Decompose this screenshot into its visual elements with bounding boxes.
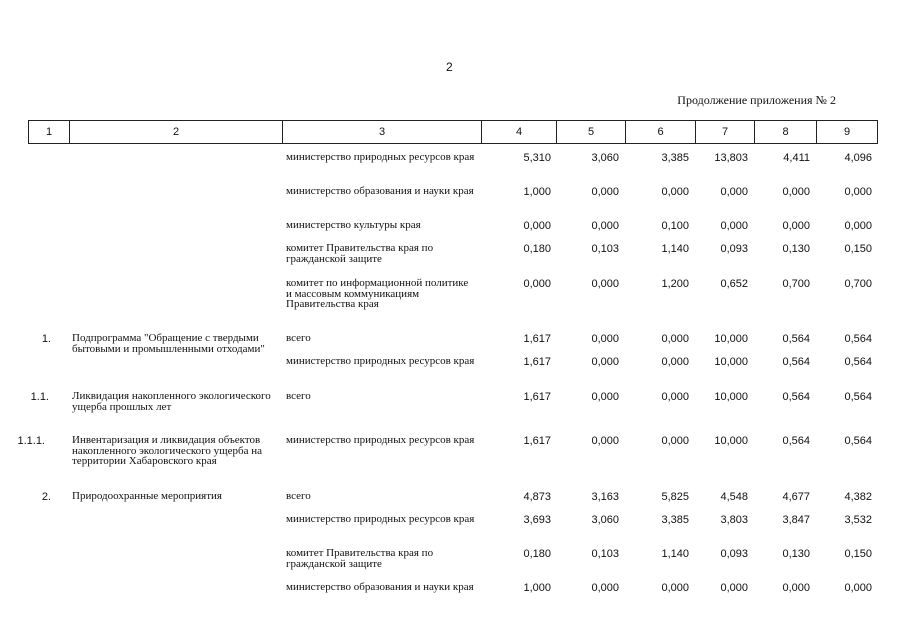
- row-value-col-7: 0,093: [720, 548, 748, 560]
- row-value-col-5: 0,000: [591, 582, 619, 594]
- row-value-col-7: 3,803: [720, 514, 748, 526]
- row-executor: комитет Правительства края по гражданской защите: [286, 547, 434, 570]
- row-value-col-5: 3,060: [591, 514, 619, 526]
- row-value-col-4: 3,693: [523, 514, 551, 526]
- row-value-col-4: 0,000: [523, 278, 551, 290]
- row-value-col-6: 1,140: [661, 243, 689, 255]
- row-value-col-9: 0,564: [844, 356, 872, 368]
- row-value-col-4: 1,617: [523, 356, 551, 368]
- row-value-col-8: 4,411: [783, 152, 810, 164]
- row-value-col-5: 0,000: [591, 391, 619, 403]
- row-value-col-6: 0,100: [661, 220, 689, 232]
- row-value-col-5: 3,163: [591, 491, 619, 503]
- row-value-col-6: 0,000: [661, 582, 689, 594]
- row-value-col-8: 0,000: [782, 582, 810, 594]
- row-value-col-6: 0,000: [661, 391, 689, 403]
- row-name: Подпрограмма "Обращение с твердыми бытовыми и промышленными отходами": [72, 332, 265, 355]
- row-value-col-7: 0,093: [720, 243, 748, 255]
- row-value-col-8: 0,700: [782, 278, 810, 290]
- row-name: Инвентаризация и ликвидация объектов накопленного экологического ущерба на территории Хабаровского края: [72, 434, 263, 467]
- row-name: Природоохранные мероприятия: [72, 490, 222, 502]
- row-value-col-8: 0,564: [782, 391, 810, 403]
- row-value-col-4: 0,180: [523, 548, 551, 560]
- row-value-col-9: 0,000: [844, 220, 872, 232]
- header-col-6: 6: [657, 126, 664, 138]
- row-value-col-9: 0,000: [844, 186, 872, 198]
- row-value-col-7: 0,652: [720, 278, 748, 290]
- row-value-col-4: 1,617: [523, 435, 551, 447]
- row-number: 1.: [41, 333, 51, 345]
- row-value-col-9: 0,564: [844, 333, 872, 345]
- row-value-col-4: 1,617: [523, 391, 551, 403]
- header-col-1: 1: [45, 126, 53, 138]
- header-col-7: 7: [721, 126, 729, 138]
- row-value-col-8: 0,130: [782, 243, 810, 255]
- row-value-col-9: 0,564: [844, 391, 872, 403]
- header-col-2: 2: [172, 126, 180, 138]
- row-value-col-8: 0,130: [782, 548, 810, 560]
- row-value-col-5: 0,000: [591, 220, 619, 232]
- row-value-col-4: 0,180: [523, 243, 551, 255]
- row-value-col-9: 3,532: [844, 514, 872, 526]
- row-value-col-5: 3,060: [591, 152, 619, 164]
- row-value-col-4: 0,000: [523, 220, 551, 232]
- row-executor: министерство природных ресурсов края: [286, 434, 475, 446]
- row-value-col-5: 0,000: [591, 435, 619, 447]
- continuation-title: Продолжение приложения № 2: [677, 93, 836, 107]
- row-value-col-4: 1,000: [523, 582, 551, 594]
- row-executor: всего: [286, 390, 311, 402]
- row-executor: министерство культуры края: [286, 219, 421, 231]
- row-value-col-9: 0,150: [844, 243, 872, 255]
- row-value-col-9: 0,564: [844, 435, 872, 447]
- row-value-col-8: 0,564: [782, 435, 810, 447]
- row-value-col-6: 1,140: [661, 548, 689, 560]
- row-executor: министерство природных ресурсов края: [286, 355, 475, 367]
- row-number: 2.: [41, 491, 51, 503]
- row-value-col-7: 10,000: [714, 435, 748, 447]
- row-value-col-4: 1,617: [523, 333, 551, 345]
- row-value-col-6: 0,000: [661, 186, 689, 198]
- header-col-9: 9: [843, 126, 851, 138]
- row-value-col-8: 3,847: [782, 514, 810, 526]
- row-value-col-9: 4,096: [844, 152, 872, 164]
- row-value-col-8: 0,000: [782, 186, 810, 198]
- row-executor: всего: [286, 490, 311, 502]
- row-executor: министерство природных ресурсов края: [286, 151, 475, 163]
- row-executor: всего: [286, 332, 311, 344]
- row-executor: министерство образования и науки края: [286, 185, 474, 197]
- row-executor: комитет Правительства края по гражданской защите: [286, 242, 434, 265]
- row-value-col-5: 0,000: [591, 186, 619, 198]
- row-value-col-7: 0,000: [720, 186, 748, 198]
- row-executor: комитет по информационной политике и массовым коммуникациям Правительства края: [286, 277, 469, 310]
- row-value-col-8: 0,000: [782, 220, 810, 232]
- row-value-col-9: 4,382: [844, 491, 872, 503]
- row-value-col-8: 0,564: [782, 333, 810, 345]
- row-value-col-4: 4,873: [523, 491, 551, 503]
- row-name: Ликвидация накопленного экологического ущерба прошлых лет: [72, 390, 271, 413]
- row-value-col-7: 13,803: [714, 152, 748, 164]
- row-value-col-8: 0,564: [782, 356, 810, 368]
- header-col-4: 4: [515, 126, 523, 138]
- row-value-col-7: 0,000: [720, 220, 748, 232]
- row-value-col-7: 4,548: [720, 491, 748, 503]
- row-value-col-6: 3,385: [661, 514, 689, 526]
- header-col-8: 8: [782, 126, 789, 138]
- row-value-col-6: 5,825: [661, 491, 689, 503]
- row-value-col-6: 0,000: [661, 356, 689, 368]
- row-value-col-5: 0,103: [591, 243, 619, 255]
- row-value-col-7: 10,000: [714, 333, 748, 345]
- row-number: 1.1.1.: [17, 435, 45, 447]
- row-value-col-7: 10,000: [714, 391, 748, 403]
- row-value-col-4: 5,310: [523, 152, 551, 164]
- row-executor: министерство природных ресурсов края: [286, 513, 475, 525]
- row-value-col-6: 0,000: [661, 333, 689, 345]
- row-executor: министерство образования и науки края: [286, 581, 474, 593]
- row-value-col-6: 1,200: [661, 278, 689, 290]
- row-value-col-6: 3,385: [661, 152, 689, 164]
- row-value-col-4: 1,000: [523, 186, 551, 198]
- row-value-col-7: 0,000: [720, 582, 748, 594]
- row-value-col-5: 0,000: [591, 333, 619, 345]
- row-value-col-9: 0,150: [844, 548, 872, 560]
- table-header: [28, 120, 878, 144]
- row-value-col-8: 4,677: [782, 491, 810, 503]
- row-value-col-9: 0,000: [844, 582, 872, 594]
- page-number: 2: [446, 60, 453, 74]
- row-value-col-6: 0,000: [661, 435, 689, 447]
- header-col-3: 3: [378, 126, 386, 138]
- row-value-col-5: 0,000: [591, 356, 619, 368]
- row-value-col-7: 10,000: [714, 356, 748, 368]
- row-number: 1.1.: [30, 391, 49, 403]
- row-value-col-9: 0,700: [844, 278, 872, 290]
- row-value-col-5: 0,000: [591, 278, 619, 290]
- header-col-5: 5: [587, 126, 595, 138]
- row-value-col-5: 0,103: [591, 548, 619, 560]
